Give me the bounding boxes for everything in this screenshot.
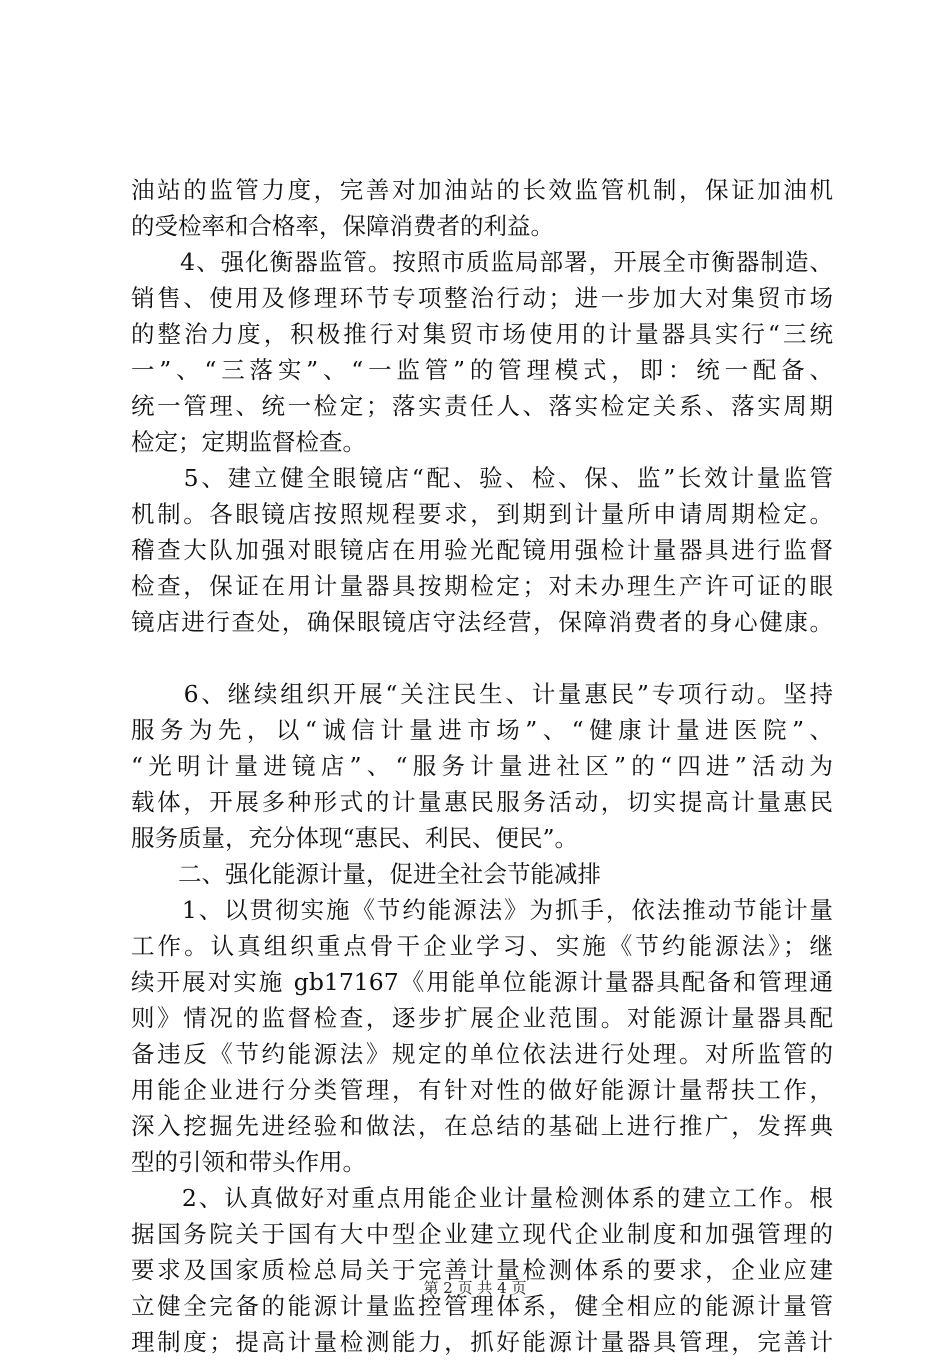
text-line: 稽查大队加强对眼镜店在用验光配镜用强检计量器具进行监督 [131,536,833,564]
section-heading: 二、强化能源计量，促进全社会节能减排 [131,860,601,888]
text-line: 销售、使用及修理环节专项整治行动；进一步加大对集贸市场 [131,284,833,312]
text-line: 续开展对实施 gb17167《用能单位能源计量器具配备和管理通 [131,968,833,996]
text-line: 工作。认真组织重点骨干企业学习、实施《节约能源法》；继 [131,932,833,960]
text-line: 的整治力度，积极推行对集贸市场使用的计量器具实行“三统 [131,320,833,348]
text-line: 用能企业进行分类管理，有针对性的做好能源计量帮扶工作， [131,1076,833,1104]
text-line: 要求及国家质检总局关于完善计量检测体系的要求，企业应建 [131,1256,833,1284]
text-line: 4、强化衡器监管。按照市质监局部署，开展全市衡器制造、 [131,248,833,276]
text-line: 备违反《节约能源法》规定的单位依法进行处理。对所监管的 [131,1040,833,1068]
text-line: 理制度；提高计量检测能力，抓好能源计量器具管理，完善计 [131,1328,833,1356]
text-line: 2、认真做好对重点用能企业计量检测体系的建立工作。根 [131,1184,833,1212]
text-line: 则》情况的监督检查，逐步扩展企业范围。对能源计量器具配 [131,1004,833,1032]
text-line: 深入挖掘先进经验和做法，在总结的基础上进行推广，发挥典 [131,1112,833,1140]
text-line: 检定；定期监督检查。 [131,428,366,456]
text-line: 服务为先，以“诚信计量进市场”、“健康计量进医院”、 [131,716,833,744]
text-line: 油站的监管力度，完善对加油站的长效监管机制，保证加油机 [131,176,833,204]
text-line: 镜店进行查处，确保眼镜店守法经营，保障消费者的身心健康。 [131,608,833,636]
text-line: 机制。各眼镜店按照规程要求，到期到计量所申请周期检定。 [131,500,833,528]
text-line: 统一管理、统一检定；落实责任人、落实检定关系、落实周期 [131,392,833,420]
text-line: 一”、“三落实”、“一监管”的管理模式，即：统一配备、 [131,356,833,384]
text-line: 服务质量，充分体现“惠民、利民、便民”。 [131,824,579,852]
page-number-footer: 第 2 页 共 4 页 [423,1279,527,1297]
text-line: 据国务院关于国有大中型企业建立现代企业制度和加强管理的 [131,1220,833,1248]
text-line: 6、继续组织开展“关注民生、计量惠民”专项行动。坚持 [131,680,833,708]
body-text [131,172,833,1360]
text-line: 载体，开展多种形式的计量惠民服务活动，切实提高计量惠民 [131,788,833,816]
text-line: 立健全完备的能源计量监控管理体系，健全相应的能源计量管 [131,1292,833,1320]
text-line: 型的引领和带头作用。 [131,1148,366,1176]
text-line: “光明计量进镜店”、“服务计量进社区”的“四进”活动为 [131,752,833,780]
text-line: 5、建立健全眼镜店“配、验、检、保、监”长效计量监管 [131,464,833,492]
text-line: 检查，保证在用计量器具按期检定；对未办理生产许可证的眼 [131,572,833,600]
text-line: 1、以贯彻实施《节约能源法》为抓手，依法推动节能计量 [131,896,833,924]
text-line: 的受检率和合格率，保障消费者的利益。 [131,212,554,240]
